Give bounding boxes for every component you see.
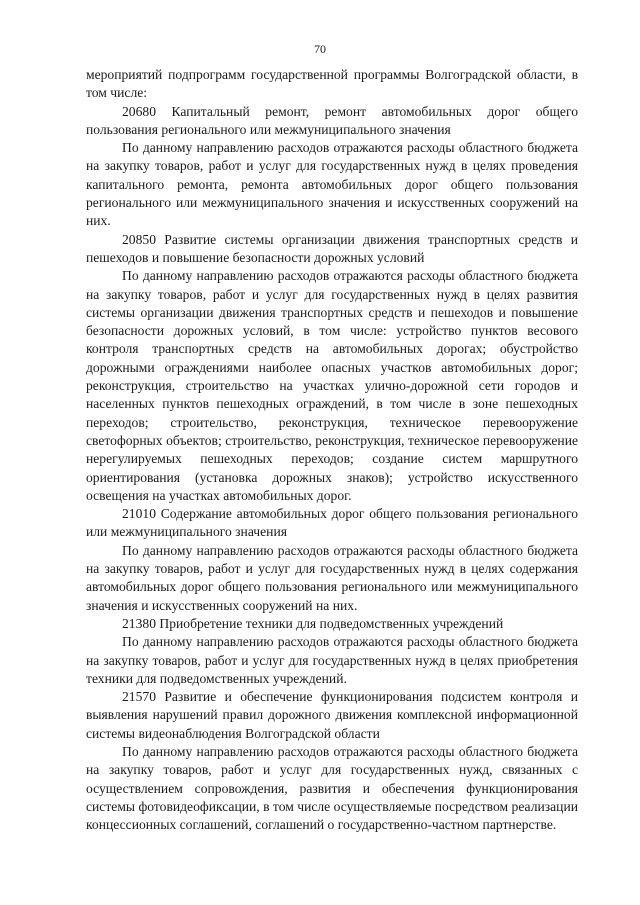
paragraph-continuation: мероприятий подпрограмм государственной программы Волгоградской области, в том числе: bbox=[86, 67, 578, 101]
section-heading-20680: 20680 Капитальный ремонт, ремонт автомобильных дорог общего пользования регионального или межмуниципального значения bbox=[86, 103, 578, 137]
section-heading-21010: 21010 Содержание автомобильных дорог общего пользования регионального или межмуниципального значения bbox=[86, 506, 578, 540]
section-description-21570: По данному направлению расходов отражаются расходы областного бюджета на закупку товаров, работ и услуг для государственных нужд, связанных с осуществлением сопровождения, развития и обеспечения функционирования системы фотовидеофиксации, в том числе осуществляемые посредством реализации концессионных соглашений, соглашений о государственно-частном партнерстве. bbox=[86, 743, 578, 833]
section-description-20680: По данному направлению расходов отражаются расходы областного бюджета на закупку товаров, работ и услуг для государственных нужд в целях проведения капитального ремонта, ремонта автомобильных дорог общего пользования регионального или межмуниципального значения и искусственных сооружений на них. bbox=[86, 140, 578, 229]
section-heading-21380: 21380 Приобретение техники для подведомственных учреждений bbox=[122, 615, 504, 631]
page-number: 70 bbox=[314, 42, 326, 56]
section-heading-20850: 20850 Развитие системы организации движения транспортных средств и пешеходов и повышение безопасности дорожных условий bbox=[86, 231, 578, 265]
document-body bbox=[86, 66, 578, 834]
section-description-20850: По данному направлению расходов отражаются расходы областного бюджета на закупку товаров, работ и услуг для государственных нужд в целях развития системы организации движения транспортных средств и пешеходов и повышение безопасности дорожных условий, в том числе: устройство пунктов весового контроля транспортных средств на автомобильных дорогах; обустройство дорожными ограждениями наиболее опасных участков автомобильных дорог; реконструкция, строительство на участках улично-дорожной сети городов и населенных пунктов пешеходных ограждений, в том числе в зоне пешеходных переходов; строительство, реконструкция, техническое перевооружение светофорных объектов; строительство, реконструкция, техническое перевооружение нерегулируемых пешеходных переходов; создание систем маршрутного ориентирования (установка дорожных знаков); устройство искусственного освещения на участках автомобильных дорог. bbox=[86, 268, 578, 503]
section-heading-21570: 21570 Развитие и обеспечение функционирования подсистем контроля и выявления нарушений правил дорожного движения комплексной информационной системы видеонаблюдения Волгоградской области bbox=[86, 689, 578, 741]
section-description-21010: По данному направлению расходов отражаются расходы областного бюджета на закупку товаров, работ и услуг для государственных нужд в целях содержания автомобильных дорог общего пользования регионального или межмуниципального значения и искусственных сооружений на них. bbox=[86, 542, 578, 613]
section-description-21380: По данному направлению расходов отражаются расходы областного бюджета на закупку товаров, работ и услуг для государственных нужд в целях приобретения техники для подведомственных учреждений. bbox=[86, 634, 578, 686]
